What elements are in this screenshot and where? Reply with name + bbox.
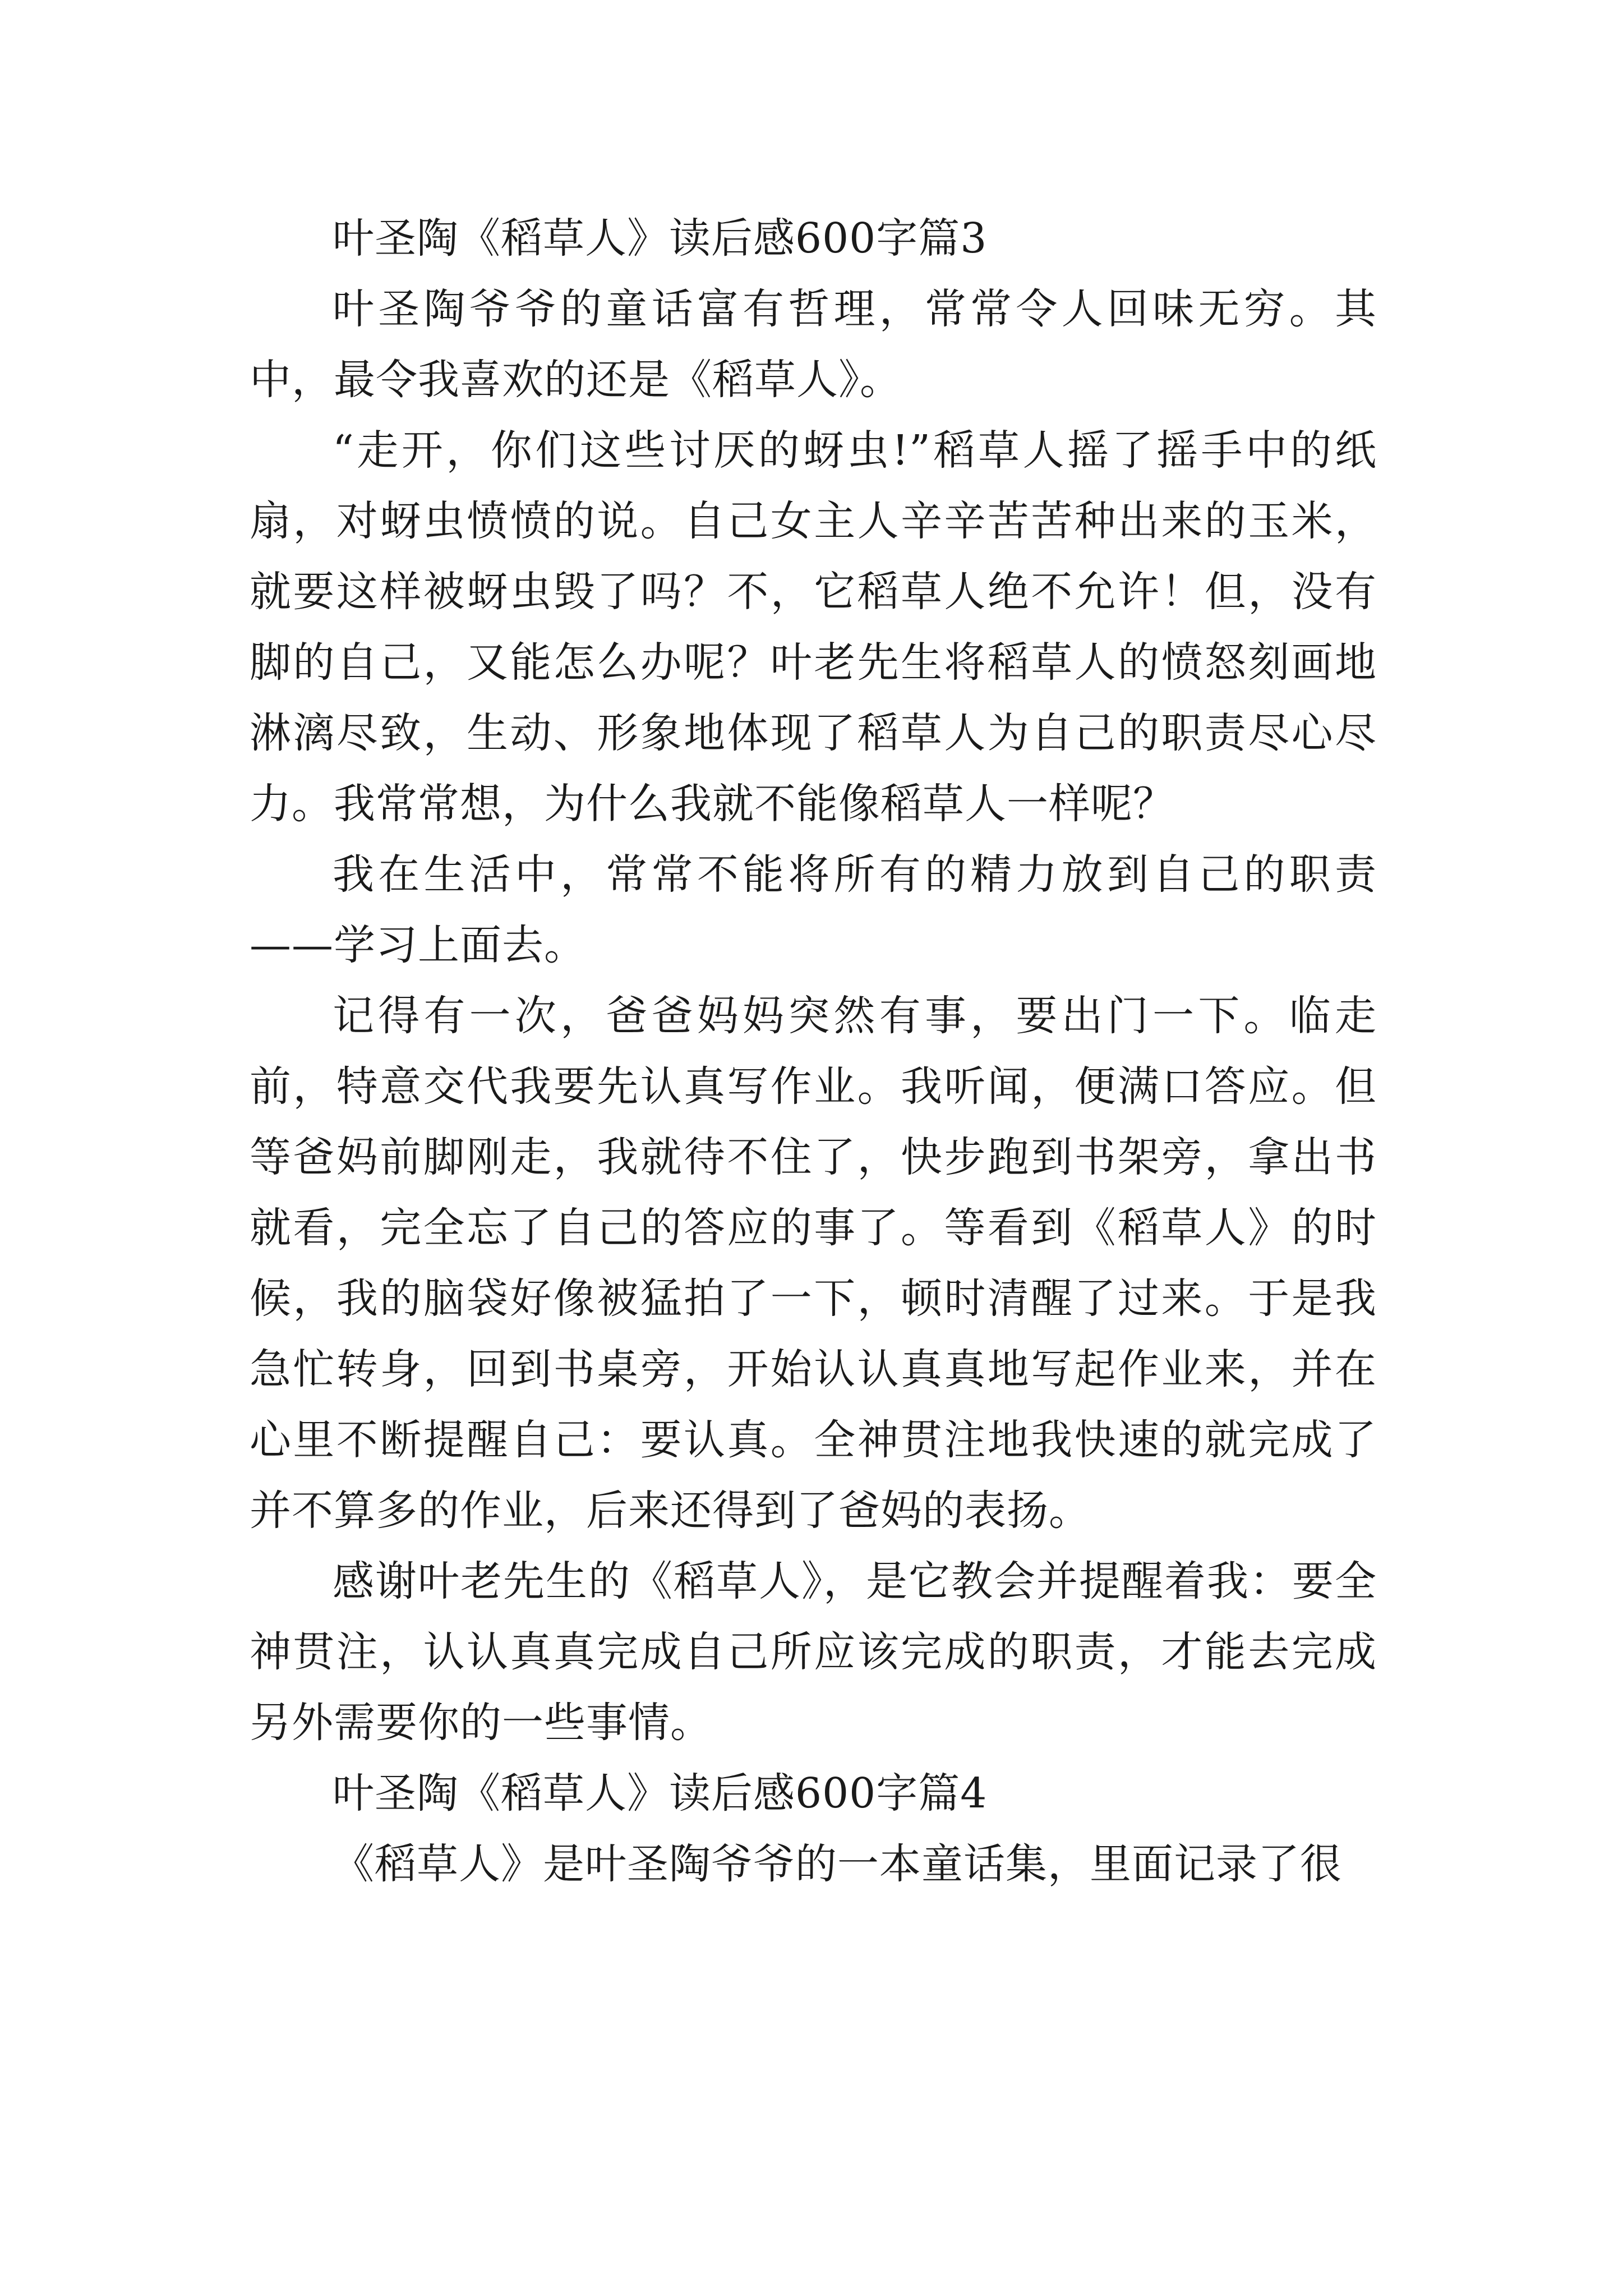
paragraph-study-duty: 我在生活中，常常不能将所有的精力放到自己的职责——学习上面去。 — [250, 850, 1377, 969]
paragraph-story: 记得有一次，爸爸妈妈突然有事，要出门一下。临走前，特意交代我要先认真写作业。我听闻，便满口答应。但等爸妈前脚刚走，我就待不住了，快步跑到书架旁，拿出书就看，完全忘了自己的答应的事了。等看到《稻草人》的时候，我的脑袋好像被猛拍了一下，顿时清醒了过来。于是我急忙转身，回到书桌旁，开始认认真真地写起作业来，并在心里不断提醒自己：要认真。全神贯注地我快速的就完成了并不算多的作业，后来还得到了爸妈的表扬。 — [250, 992, 1377, 1535]
section-heading-4: 叶圣陶《稻草人》读后感600字篇4 — [333, 1769, 988, 1818]
section-heading-3: 叶圣陶《稻草人》读后感600字篇3 — [333, 214, 988, 263]
paragraph-scarecrow-quote: “走开，你们这些讨厌的蚜虫!”稻草人摇了摇手中的纸扇，对蚜虫愤愤的说。自己女主人辛辛苦苦种出来的玉米，就要这样被蚜虫毁了吗？不，它稻草人绝不允许！但，没有脚的自己，又能怎么办呢？叶老先生将稻草人的愤怒刻画地淋漓尽致，生动、形象地体现了稻草人为自己的职责尽心尽力。我常常想，为什么我就不能像稻草人一样呢？ — [250, 426, 1377, 828]
paragraph-collection-intro: 《稻草人》是叶圣陶爷爷的一本童话集，里面记录了很 — [333, 1840, 1342, 1888]
document-body — [250, 203, 1377, 1899]
paragraph-thanks: 感谢叶老先生的《稻草人》，是它教会并提醒着我：要全神贯注，认认真真完成自己所应该完成的职责，才能去完成另外需要你的一些事情。 — [250, 1557, 1377, 1747]
paragraph-intro: 叶圣陶爷爷的童话富有哲理，常常令人回味无穷。其中，最令我喜欢的还是《稻草人》。 — [250, 285, 1377, 404]
